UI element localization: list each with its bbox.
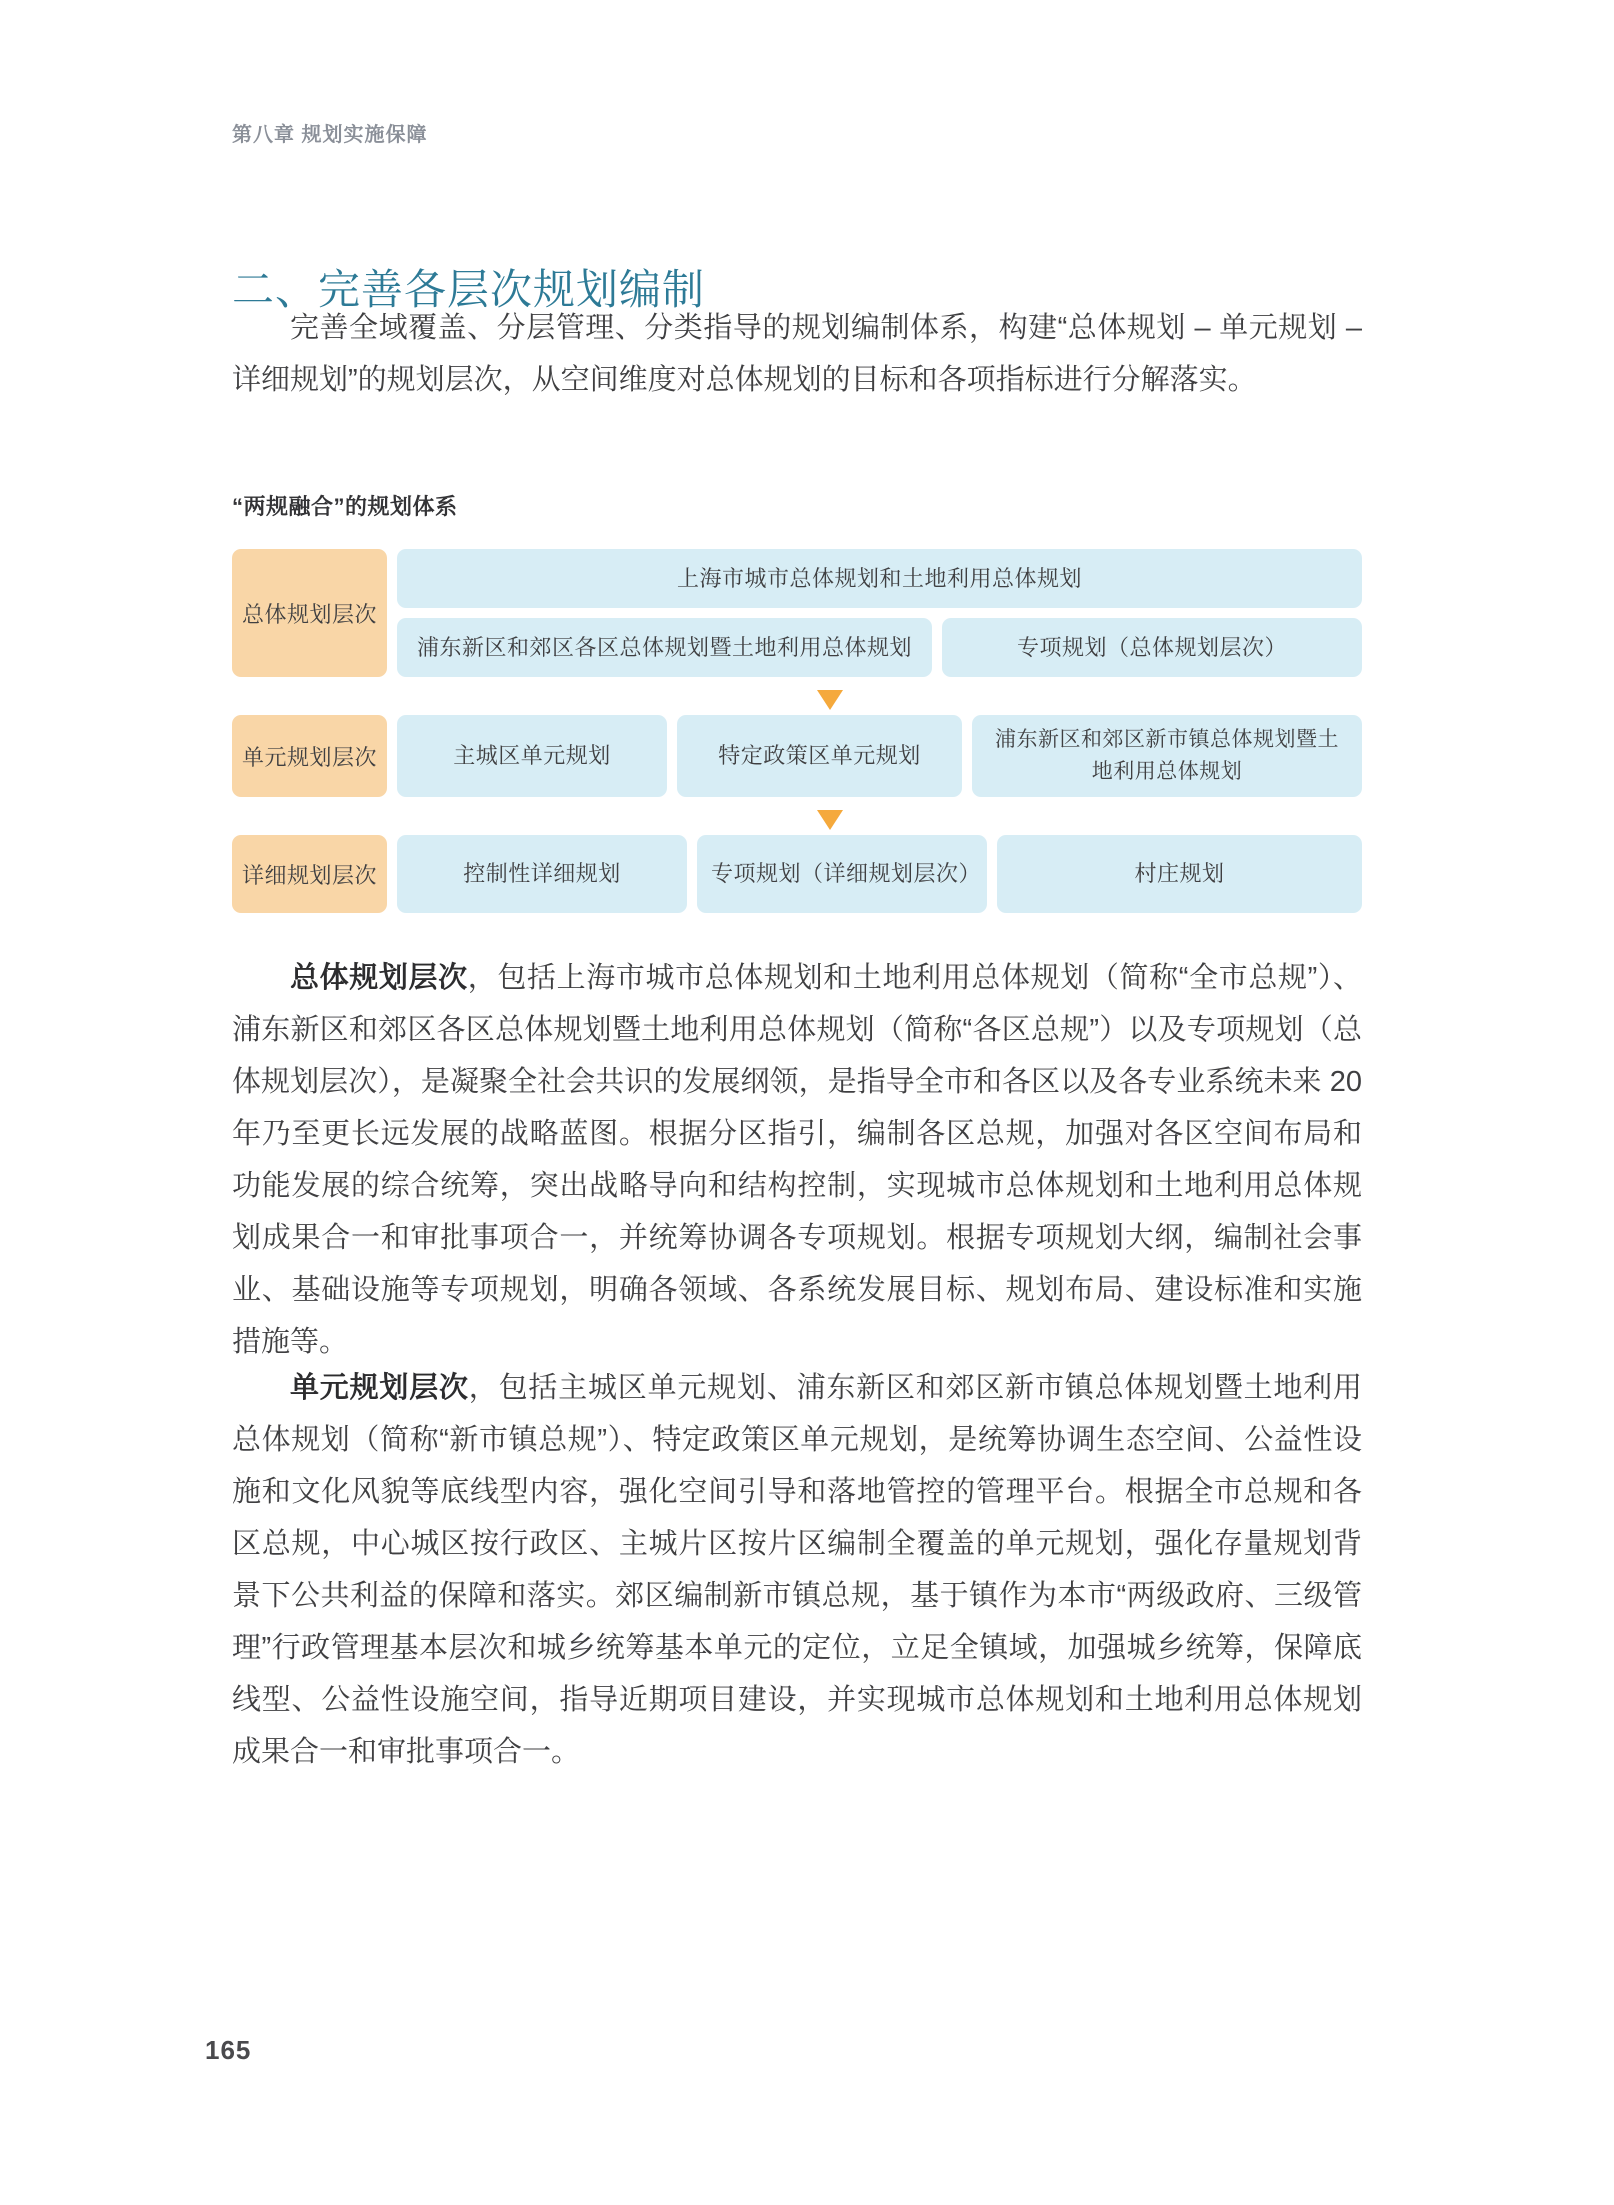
paragraph-lead-overall: 总体规划层次 [290, 962, 468, 994]
paragraph-text-unit: ，包括主城区单元规划、浦东新区和郊区新市镇总体规划暨土地利用总体规划（简称“新市镇总规”）、特定政策区单元规划，是统筹协调生态空间、公益性设施和文化风貌等底线型内容，强化空间引导和落地管控的管理平台。根据全市总规和各区总规，中心城区按行政区、主城片区按片区编制全覆盖的单元规划，强化存量规划背景下公共利益的保障和落实。郊区编制新市镇总规，基于镇作为本市“两级政府、三级管理”行政管理基本层次和城乡统筹基本单元的定位，立足全镇域，加强城乡统筹，保障底线型、公益性设施空间，指导近期项目建设，并实现城市总体规划和土地利用总体规划成果合一和审批事项合一。 [232, 1372, 1362, 1768]
section-heading: 二、完善各层次规划编制 [232, 265, 706, 313]
planning-system-figure [232, 490, 1362, 923]
connector-overall-to-unit [232, 687, 1362, 713]
node-district-master-plan: 浦东新区和郊区各区总体规划暨土地利用总体规划 [397, 618, 932, 677]
node-regulatory-detailed-plan: 控制性详细规划 [397, 835, 687, 913]
diagram-row-detailed [232, 835, 1362, 913]
node-new-town-master-plan: 浦东新区和郊区新市镇总体规划暨土地利用总体规划 [972, 715, 1362, 797]
paragraph-block-unit [232, 1362, 1362, 1778]
level-label-unit: 单元规划层次 [232, 715, 387, 797]
node-special-plan-overall: 专项规划（总体规划层次） [942, 618, 1362, 677]
planning-hierarchy-diagram [232, 549, 1362, 913]
intro-paragraph-block [232, 302, 1362, 406]
triangle-down-icon [817, 690, 843, 710]
paragraph-overall [232, 952, 1362, 1368]
paragraph-unit [232, 1362, 1362, 1778]
detailed-node-line [397, 835, 1362, 913]
level-label-detailed: 详细规划层次 [232, 835, 387, 913]
diagram-row-unit [232, 715, 1362, 797]
unit-node-line [397, 715, 1362, 797]
overall-node-line-2 [397, 618, 1362, 677]
page-number: 165 [205, 2035, 252, 2065]
node-special-policy-unit-plan: 特定政策区单元规划 [677, 715, 962, 797]
intro-paragraph: 完善全域覆盖、分层管理、分类指导的规划编制体系，构建“总体规划 – 单元规划 – 详细规划”的规划层次，从空间维度对总体规划的目标和各项指标进行分解落实。 [232, 312, 1362, 396]
overall-node-line-1 [397, 549, 1362, 608]
node-main-city-unit-plan: 主城区单元规划 [397, 715, 667, 797]
paragraph-block-overall [232, 952, 1362, 1368]
overall-node-stack [397, 549, 1362, 677]
level-label-overall: 总体规划层次 [232, 549, 387, 677]
triangle-down-icon [817, 810, 843, 830]
node-special-plan-detailed: 专项规划（详细规划层次） [697, 835, 987, 913]
node-village-plan: 村庄规划 [997, 835, 1362, 913]
diagram-row-overall [232, 549, 1362, 677]
node-citywide-master-plan: 上海市城市总体规划和土地利用总体规划 [397, 549, 1362, 608]
paragraph-lead-unit: 单元规划层次 [290, 1372, 469, 1404]
figure-caption: “两规融合”的规划体系 [232, 494, 458, 519]
paragraph-text-overall: ，包括上海市城市总体规划和土地利用总体规划（简称“全市总规”）、浦东新区和郊区各区总体规划暨土地利用总体规划（简称“各区总规”）以及专项规划（总体规划层次），是凝聚全社会共识的发展纲领，是指导全市和各区以及各专业系统未来 20 年乃至更长远发展的战略蓝图。根据分区指引，编制各区总规，加强对各区空间布局和功能发展的综合统筹，突出战略导向和结构控制，实现城市总体规划和土地利用总体规划成果合一和审批事项合一，并统筹协调各专项规划。根据专项规划大纲，编制社会事业、基础设施等专项规划，明确各领域、各系统发展目标、规划布局、建设标准和实施措施等。 [232, 962, 1362, 1358]
running-head: 第八章 规划实施保障 [232, 124, 428, 146]
connector-unit-to-detailed [232, 807, 1362, 833]
